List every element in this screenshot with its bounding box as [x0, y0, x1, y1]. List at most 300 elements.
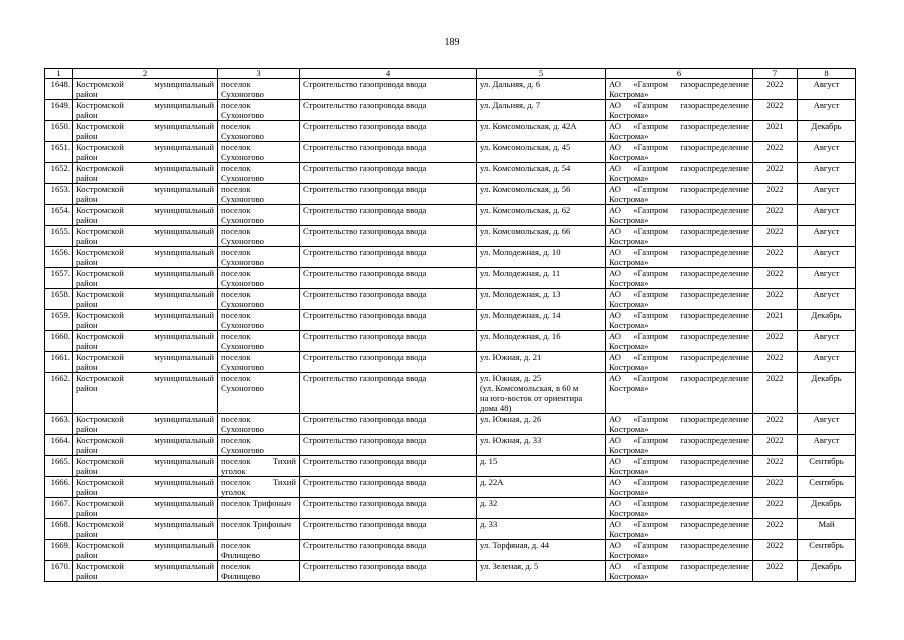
org-city: Кострома»	[609, 215, 649, 225]
work-type: Строительство газопровода ввода	[300, 414, 477, 435]
settlement-cell	[218, 79, 300, 100]
settlement-type: поселок	[221, 289, 251, 299]
row-number: 1652.	[45, 163, 73, 184]
district-cell	[73, 79, 218, 100]
district-name: Костромской	[76, 456, 124, 466]
table-row	[45, 268, 856, 289]
settlement-cell	[218, 268, 300, 289]
table-row	[45, 79, 856, 100]
year-cell: 2021	[753, 121, 798, 142]
org-name-2: газораспределение	[680, 100, 749, 110]
org-city: Кострома»	[609, 320, 649, 330]
year-cell: 2022	[753, 519, 798, 540]
organization-cell	[606, 79, 753, 100]
year-cell: 2022	[753, 268, 798, 289]
org-name-2: газораспределение	[680, 331, 749, 341]
org-form: АО	[609, 268, 621, 278]
table-row	[45, 310, 856, 331]
month-cell: Август	[798, 79, 856, 100]
settlement-type: поселок	[221, 561, 251, 571]
org-name-2: газораспределение	[680, 142, 749, 152]
org-city: Кострома»	[609, 550, 649, 560]
org-name-2: газораспределение	[680, 498, 749, 508]
district-cell	[73, 289, 218, 310]
organization-cell	[606, 247, 753, 268]
district-type: муниципальный	[154, 519, 214, 529]
district-word: район	[76, 278, 98, 288]
address-line: ул. Комсомольская, д. 45	[480, 142, 571, 152]
org-name-2: газораспределение	[680, 540, 749, 550]
month-cell: Декабрь	[798, 310, 856, 331]
settlement-type: поселок	[221, 414, 251, 424]
settlement-cell	[218, 121, 300, 142]
org-city: Кострома»	[609, 89, 649, 99]
address-cell	[477, 100, 606, 121]
settlement-cell	[218, 352, 300, 373]
settlement-type: поселок	[221, 79, 251, 89]
district-type: муниципальный	[154, 477, 214, 487]
org-city: Кострома»	[609, 445, 649, 455]
table-row	[45, 352, 856, 373]
district-name: Костромской	[76, 519, 124, 529]
settlement-name: Филищево	[221, 550, 261, 560]
org-name: «Газпром	[633, 561, 668, 571]
address-line: ул. Южная, д. 33	[480, 435, 542, 445]
month-cell: Декабрь	[798, 121, 856, 142]
organization-cell	[606, 456, 753, 477]
district-word: район	[76, 341, 98, 351]
organization-cell	[606, 331, 753, 352]
settlement-name: Сухоногово	[221, 194, 264, 204]
district-word: район	[76, 529, 98, 539]
row-number: 1666.	[45, 477, 73, 498]
org-city: Кострома»	[609, 383, 649, 393]
org-name-2: газораспределение	[680, 456, 749, 466]
address-cell	[477, 163, 606, 184]
year-cell: 2022	[753, 414, 798, 435]
month-cell: Декабрь	[798, 498, 856, 519]
row-number: 1650.	[45, 121, 73, 142]
organization-cell	[606, 100, 753, 121]
organization-cell	[606, 540, 753, 561]
district-type: муниципальный	[154, 456, 214, 466]
address-cell	[477, 142, 606, 163]
settlement-name: Сухоногово	[221, 215, 264, 225]
org-city: Кострома»	[609, 278, 649, 288]
table-row	[45, 163, 856, 184]
district-word: район	[76, 383, 98, 393]
row-number: 1649.	[45, 100, 73, 121]
district-word: район	[76, 257, 98, 267]
district-word: район	[76, 131, 98, 141]
district-name: Костромской	[76, 205, 124, 215]
month-cell: Август	[798, 205, 856, 226]
address-line: (ул. Комсомольская, в 60 м	[480, 383, 579, 393]
org-form: АО	[609, 289, 621, 299]
district-cell	[73, 373, 218, 414]
district-type: муниципальный	[154, 247, 214, 257]
district-word: район	[76, 236, 98, 246]
work-type: Строительство газопровода ввода	[300, 498, 477, 519]
month-cell: Август	[798, 100, 856, 121]
column-header: 6	[606, 69, 753, 79]
year-cell: 2022	[753, 163, 798, 184]
district-name: Костромской	[76, 477, 124, 487]
row-number: 1656.	[45, 247, 73, 268]
organization-cell	[606, 477, 753, 498]
month-cell: Август	[798, 352, 856, 373]
year-cell: 2022	[753, 226, 798, 247]
address-cell	[477, 268, 606, 289]
district-name: Костромской	[76, 373, 124, 383]
org-name-2: газораспределение	[680, 247, 749, 257]
org-name-2: газораспределение	[680, 414, 749, 424]
district-type: муниципальный	[154, 561, 214, 571]
district-type: муниципальный	[154, 310, 214, 320]
year-cell: 2022	[753, 477, 798, 498]
org-form: АО	[609, 184, 621, 194]
year-cell: 2022	[753, 373, 798, 414]
address-cell	[477, 540, 606, 561]
year-cell: 2022	[753, 540, 798, 561]
column-header: 4	[300, 69, 477, 79]
work-type: Строительство газопровода ввода	[300, 456, 477, 477]
work-type: Строительство газопровода ввода	[300, 205, 477, 226]
year-cell: 2022	[753, 142, 798, 163]
org-form: АО	[609, 352, 621, 362]
year-cell: 2022	[753, 247, 798, 268]
settlement-type: поселок	[221, 184, 251, 194]
table-row	[45, 331, 856, 352]
district-word: район	[76, 571, 98, 581]
district-name: Костромской	[76, 247, 124, 257]
org-city: Кострома»	[609, 529, 649, 539]
district-name: Костромской	[76, 289, 124, 299]
settlement-type: поселок	[221, 331, 251, 341]
district-word: район	[76, 320, 98, 330]
address-line: ул. Южная, д. 26	[480, 414, 542, 424]
settlement-type: поселок	[221, 540, 251, 550]
org-form: АО	[609, 519, 621, 529]
work-type: Строительство газопровода ввода	[300, 477, 477, 498]
table-row	[45, 100, 856, 121]
settlement-cell	[218, 498, 300, 519]
district-cell	[73, 247, 218, 268]
district-name: Костромской	[76, 540, 124, 550]
district-cell	[73, 477, 218, 498]
org-city: Кострома»	[609, 152, 649, 162]
org-name: «Газпром	[633, 435, 668, 445]
district-name: Костромской	[76, 142, 124, 152]
org-form: АО	[609, 310, 621, 320]
organization-cell	[606, 352, 753, 373]
column-header: 5	[477, 69, 606, 79]
year-cell: 2022	[753, 498, 798, 519]
settlement-cell	[218, 435, 300, 456]
district-type: муниципальный	[154, 226, 214, 236]
table-row	[45, 519, 856, 540]
address-line: ул. Молодежная, д. 16	[480, 331, 561, 341]
org-name-2: газораспределение	[680, 226, 749, 236]
organization-cell	[606, 519, 753, 540]
district-word: район	[76, 362, 98, 372]
org-city: Кострома»	[609, 466, 649, 476]
settlement-name: уголок	[221, 487, 246, 497]
work-type: Строительство газопровода ввода	[300, 373, 477, 414]
district-cell	[73, 414, 218, 435]
settlement-type: поселок Трифоныч	[221, 519, 292, 529]
address-line: ул. Зеленая, д. 5	[480, 561, 539, 571]
district-name: Костромской	[76, 100, 124, 110]
address-cell	[477, 310, 606, 331]
address-line: д. 22А	[480, 477, 504, 487]
org-name: «Газпром	[633, 289, 668, 299]
table-row	[45, 226, 856, 247]
year-cell: 2022	[753, 352, 798, 373]
organization-cell	[606, 310, 753, 331]
work-type: Строительство газопровода ввода	[300, 226, 477, 247]
district-word: район	[76, 508, 98, 518]
settlement-name-part: Тихий	[272, 477, 296, 487]
org-name-2: газораспределение	[680, 561, 749, 571]
address-cell	[477, 205, 606, 226]
org-name-2: газораспределение	[680, 184, 749, 194]
district-word: район	[76, 550, 98, 560]
row-number: 1661.	[45, 352, 73, 373]
district-word: район	[76, 110, 98, 120]
district-cell	[73, 226, 218, 247]
settlement-type: поселок	[221, 142, 251, 152]
settlement-cell	[218, 561, 300, 582]
address-cell	[477, 226, 606, 247]
work-type: Строительство газопровода ввода	[300, 184, 477, 205]
org-form: АО	[609, 163, 621, 173]
settlement-cell	[218, 184, 300, 205]
settlement-name: Сухоногово	[221, 257, 264, 267]
org-form: АО	[609, 226, 621, 236]
table-row	[45, 121, 856, 142]
settlement-type: поселок	[221, 456, 251, 466]
org-name-2: газораспределение	[680, 352, 749, 362]
settlement-cell	[218, 414, 300, 435]
address-cell	[477, 498, 606, 519]
settlement-cell	[218, 247, 300, 268]
district-type: муниципальный	[154, 352, 214, 362]
address-line: ул. Молодежная, д. 13	[480, 289, 561, 299]
district-name: Костромской	[76, 184, 124, 194]
organization-cell	[606, 373, 753, 414]
month-cell: Август	[798, 435, 856, 456]
district-type: муниципальный	[154, 414, 214, 424]
org-form: АО	[609, 142, 621, 152]
settlement-name: Сухоногово	[221, 445, 264, 455]
settlement-type: поселок	[221, 435, 251, 445]
settlement-cell	[218, 477, 300, 498]
address-line: на юго-восток от ориентира	[480, 393, 583, 403]
page-number: 189	[444, 37, 460, 48]
org-city: Кострома»	[609, 508, 649, 518]
month-cell: Сентябрь	[798, 540, 856, 561]
org-city: Кострома»	[609, 424, 649, 434]
org-city: Кострома»	[609, 299, 649, 309]
district-word: район	[76, 445, 98, 455]
work-type: Строительство газопровода ввода	[300, 310, 477, 331]
settlement-name: Сухоногово	[221, 173, 264, 183]
district-type: муниципальный	[154, 79, 214, 89]
district-word: район	[76, 424, 98, 434]
org-form: АО	[609, 456, 621, 466]
settlement-cell	[218, 310, 300, 331]
address-line: ул. Молодежная, д. 14	[480, 310, 561, 320]
table-row	[45, 435, 856, 456]
row-number: 1654.	[45, 205, 73, 226]
address-cell	[477, 373, 606, 414]
district-cell	[73, 205, 218, 226]
org-name-2: газораспределение	[680, 268, 749, 278]
district-cell	[73, 142, 218, 163]
month-cell: Декабрь	[798, 561, 856, 582]
district-word: район	[76, 152, 98, 162]
org-form: АО	[609, 414, 621, 424]
table-row	[45, 142, 856, 163]
org-form: АО	[609, 247, 621, 257]
work-type: Строительство газопровода ввода	[300, 163, 477, 184]
settlement-type: поселок	[221, 100, 251, 110]
org-name: «Газпром	[633, 184, 668, 194]
row-number: 1663.	[45, 414, 73, 435]
district-name: Костромской	[76, 79, 124, 89]
table-row	[45, 414, 856, 435]
month-cell: Август	[798, 247, 856, 268]
district-word: район	[76, 215, 98, 225]
year-cell: 2022	[753, 289, 798, 310]
district-cell	[73, 456, 218, 477]
settlement-name: Сухоногово	[221, 152, 264, 162]
settlement-cell	[218, 331, 300, 352]
address-line: дома 48)	[480, 403, 512, 413]
address-cell	[477, 352, 606, 373]
table-row	[45, 247, 856, 268]
district-word: район	[76, 173, 98, 183]
settlement-cell	[218, 142, 300, 163]
month-cell: Август	[798, 289, 856, 310]
organization-cell	[606, 226, 753, 247]
district-type: муниципальный	[154, 121, 214, 131]
org-form: АО	[609, 205, 621, 215]
year-cell: 2022	[753, 184, 798, 205]
column-header: 1	[45, 69, 73, 79]
column-header: 2	[73, 69, 218, 79]
address-line: д. 32	[480, 498, 498, 508]
work-type: Строительство газопровода ввода	[300, 289, 477, 310]
org-form: АО	[609, 100, 621, 110]
org-name-2: газораспределение	[680, 289, 749, 299]
row-number: 1648.	[45, 79, 73, 100]
year-cell: 2022	[753, 435, 798, 456]
address-line: д. 15	[480, 456, 498, 466]
row-number: 1655.	[45, 226, 73, 247]
address-cell	[477, 435, 606, 456]
settlement-cell	[218, 289, 300, 310]
settlement-name: Сухоногово	[221, 131, 264, 141]
org-name: «Газпром	[633, 310, 668, 320]
month-cell: Август	[798, 331, 856, 352]
district-type: муниципальный	[154, 498, 214, 508]
gas-pipeline-table	[44, 68, 856, 582]
settlement-type: поселок	[221, 373, 251, 383]
row-number: 1659.	[45, 310, 73, 331]
work-type: Строительство газопровода ввода	[300, 519, 477, 540]
table-row	[45, 498, 856, 519]
org-city: Кострома»	[609, 173, 649, 183]
work-type: Строительство газопровода ввода	[300, 100, 477, 121]
month-cell: Август	[798, 142, 856, 163]
district-word: район	[76, 487, 98, 497]
org-name: «Газпром	[633, 247, 668, 257]
month-cell: Август	[798, 163, 856, 184]
row-number: 1651.	[45, 142, 73, 163]
district-name: Костромской	[76, 414, 124, 424]
address-cell	[477, 247, 606, 268]
year-cell: 2022	[753, 561, 798, 582]
organization-cell	[606, 414, 753, 435]
org-name-2: газораспределение	[680, 79, 749, 89]
district-word: район	[76, 466, 98, 476]
district-name: Костромской	[76, 331, 124, 341]
address-line: ул. Южная, д. 21	[480, 352, 542, 362]
column-header: 7	[753, 69, 798, 79]
district-cell	[73, 561, 218, 582]
address-line: ул. Торфяная, д. 44	[480, 540, 550, 550]
settlement-type: поселок	[221, 163, 251, 173]
org-form: АО	[609, 498, 621, 508]
organization-cell	[606, 561, 753, 582]
settlement-name: Сухоногово	[221, 424, 264, 434]
district-type: муниципальный	[154, 331, 214, 341]
org-form: АО	[609, 477, 621, 487]
district-cell	[73, 540, 218, 561]
year-cell: 2022	[753, 100, 798, 121]
address-cell	[477, 456, 606, 477]
month-cell: Май	[798, 519, 856, 540]
table-row	[45, 561, 856, 582]
settlement-name: уголок	[221, 466, 246, 476]
org-city: Кострома»	[609, 110, 649, 120]
org-form: АО	[609, 121, 621, 131]
month-cell: Август	[798, 268, 856, 289]
column-header: 8	[798, 69, 856, 79]
table-row	[45, 289, 856, 310]
work-type: Строительство газопровода ввода	[300, 142, 477, 163]
district-name: Костромской	[76, 310, 124, 320]
org-name: «Газпром	[633, 414, 668, 424]
district-name: Костромской	[76, 435, 124, 445]
organization-cell	[606, 142, 753, 163]
work-type: Строительство газопровода ввода	[300, 268, 477, 289]
settlement-cell	[218, 519, 300, 540]
settlement-type: поселок Трифоныч	[221, 498, 292, 508]
org-name: «Газпром	[633, 100, 668, 110]
work-type: Строительство газопровода ввода	[300, 247, 477, 268]
address-cell	[477, 184, 606, 205]
org-city: Кострома»	[609, 487, 649, 497]
row-number: 1662.	[45, 373, 73, 414]
settlement-cell	[218, 163, 300, 184]
district-name: Костромской	[76, 498, 124, 508]
settlement-type: поселок	[221, 121, 251, 131]
org-name: «Газпром	[633, 121, 668, 131]
month-cell: Август	[798, 184, 856, 205]
